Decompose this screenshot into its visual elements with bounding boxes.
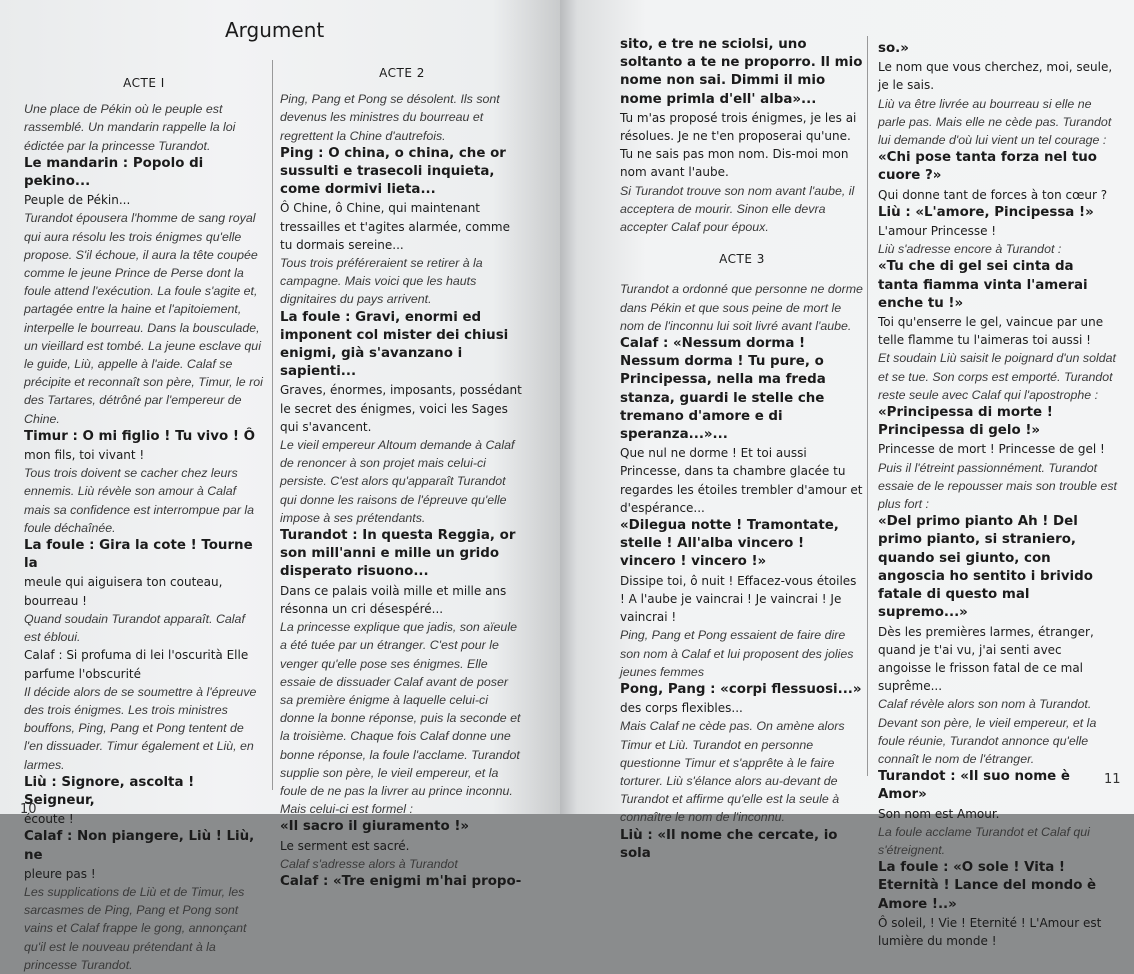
- column-divider: [272, 60, 273, 790]
- page-number-left: 10: [20, 802, 37, 817]
- dialogue-line: La foule : Gira la cote ! Tourne la: [24, 538, 253, 572]
- dialogue-line: Timur : O mi figlio ! Tu vivo ! Ô: [24, 428, 255, 444]
- dialogue-line: «Dilegua notte ! Tramontate, stelle ! All'alba vincero ! vincero ! vincero !»: [620, 518, 839, 570]
- dialogue-line: «Principessa di morte ! Principessa di gelo !»: [878, 405, 1053, 439]
- narration-paragraph: Le vieil empereur Altoum demande à Calaf de renoncer à son projet mais celui-ci persiste. C'est alors qu'apparaît Turandot qui donne les raisons de l'épreuve qu'elle impose à ses prétendants.: [280, 438, 515, 525]
- left-page: [0, 0, 560, 972]
- col1-body: [24, 100, 264, 974]
- translation-text: mon fils, toi vivant !: [24, 448, 145, 463]
- narration-paragraph: Ping, Pang et Pong se désolent. Ils sont devenus les ministres du bourreau et regrettent la Chine d'autrefois.: [280, 92, 500, 143]
- narration-paragraph: Les supplications de Liù et de Timur, les sarcasmes de Ping, Pang et Pong sont vains et Calaf frappe le gong, annonçant qu'il est le nouveau prétendant à la princesse Turandot.: [24, 884, 247, 972]
- narration-paragraph: Calaf s'adresse alors à Turandot: [280, 856, 458, 871]
- narration-paragraph: Et soudain Liù saisit le poignard d'un soldat et se tue. Son corps est emporté. Turandot reste seule avec Calaf qui l'apostrophe :: [878, 351, 1116, 402]
- translation-text: écoute !: [24, 812, 74, 827]
- narration-paragraph: Puis il l'étreint passionnément. Turandot essaie de le repousser mais son trouble est plus fort :: [878, 460, 1117, 512]
- act-heading: ACTE 2: [379, 66, 425, 80]
- col3b-body: [620, 280, 864, 863]
- dialogue-line: Liù : «Il nome che cercate, io sola: [620, 827, 838, 861]
- translation-text: Que nul ne dorme ! Et toi aussi Princesse, dans ta chambre glacée tu regardes les étoiles trembler d'amour et d'espérance...: [620, 446, 863, 515]
- dialogue-line: sito, e tre ne sciolsi, uno soltanto a te ne proporro. Il mio nome non sai. Dimmi il mio nome primla d'ell' alba»...: [620, 37, 863, 107]
- narration-paragraph: Ping, Pang et Pong essaient de faire dire son nom à Calaf et lui proposent des jolies jeunes femmes: [620, 628, 854, 679]
- dialogue-line: Liù : Signore, ascolta ! Seigneur,: [24, 774, 195, 808]
- dialogue-line: so.»: [878, 41, 909, 56]
- dialogue-line: Turandot : In questa Reggia, or son mill'anni e mille un grido disperato risuono...: [280, 528, 516, 580]
- narration-paragraph: Liù s'adresse encore à Turandot :: [878, 242, 1062, 257]
- narration-paragraph: Turandot a ordonné que personne ne dorme dans Pékin et que sous peine de mort le nom de l'inconnu lui soit livré avant l'aube.: [620, 282, 863, 333]
- column-divider: [867, 36, 868, 776]
- translation-text: Dès les premières larmes, étranger, quand je t'ai vu, j'ai senti avec angoisse le frisson fatal de ce mal suprême...: [878, 624, 1094, 694]
- dialogue-line: Liù : «L'amore, Pincipessa !»: [878, 204, 1094, 220]
- translation-text: Toi qu'enserre le gel, vaincue par une telle flamme tu l'aimeras toi aussi !: [878, 315, 1104, 348]
- column-3: [620, 36, 864, 863]
- translation-text: Peuple de Pékin...: [24, 193, 131, 208]
- page-title: Argument: [225, 18, 325, 42]
- narration-paragraph: La foule acclame Turandot et Calaf qui s'étreignent.: [878, 824, 1090, 857]
- translation-text: Qui donne tant de forces à ton cœur ?: [878, 187, 1108, 202]
- narration-paragraph: Il décide alors de se soumettre à l'épreuve des trois énigmes. Les trois ministres bouffons, Ping, Pang et Pong tentent de l'en dissuader. Timur également et Liù, en larmes.: [24, 684, 257, 772]
- narration-paragraph: Si Turandot trouve son nom avant l'aube, il acceptera de mourir. Sinon elle devra accepter Calaf pour époux.: [620, 183, 855, 235]
- translation-text: pleure pas !: [24, 866, 96, 881]
- translation-text: Princesse de mort ! Princesse de gel !: [878, 442, 1105, 457]
- column-1: [24, 68, 264, 974]
- dialogue-line: «Del primo pianto Ah ! Del primo pianto, si straniero, quando sei giunto, con angoscia ho sentito i brivido fatale di questo mal supremo...»: [878, 514, 1093, 621]
- column-4: [878, 40, 1118, 950]
- translation-text: Ô soleil, ! Vie ! Eternité ! L'Amour est lumière du monde !: [878, 915, 1102, 948]
- translation-text: L'amour Princesse !: [878, 224, 997, 239]
- dialogue-line: «Il sacro il giuramento !»: [280, 819, 470, 835]
- dialogue-line: Le mandarin : Popolo di pekino...: [24, 155, 204, 190]
- dialogue-line: La foule : Gravi, enormi ed imponent col mister dei chiusi enigmi, già s'avanzano i sapienti...: [280, 309, 509, 380]
- translation-text: Dissipe toi, ô nuit ! Effacez-vous étoiles ! A l'aube je vaincrai ! Je vaincrai ! Je vaincrai !: [620, 573, 857, 625]
- narration-paragraph: Tous trois doivent se cacher chez leurs ennemis. Liù révèle son amour à Calaf mais sa confidence est interrompue par la foule déchaînée.: [24, 466, 255, 535]
- act-heading: ACTE I: [123, 76, 165, 90]
- dialogue-line: Turandot : «Il suo nome è Amor»: [878, 769, 1070, 803]
- translation-text: Le nom que vous cherchez, moi, seule, je le sais.: [878, 60, 1113, 93]
- col2-body: [280, 90, 524, 891]
- narration-paragraph: Quand soudain Turandot apparaît. Calaf est ébloui.: [24, 611, 245, 645]
- column-2: [280, 58, 524, 891]
- col4-body: [878, 40, 1118, 950]
- translation-text: Son nom est Amour.: [878, 806, 1000, 821]
- right-page: [560, 0, 1134, 948]
- dialogue-line: Calaf : «Nessum dorma ! Nessum dorma ! Tu pure, o Principessa, nella ma freda stanza, guardi le stelle che tremano d'amore e di speranza...»...: [620, 336, 826, 443]
- dialogue-line: Calaf : Non piangere, Liù ! Liù, ne: [24, 829, 255, 863]
- narration-paragraph: La princesse explique que jadis, son aïeule a été tuée par un étranger. C'est pour le venger qu'elle pose ses énigmes. Elle essaie de dissuader Calaf avant de poser sa première énigme à laquelle celui-ci donne la bonne réponse, puis la seconde et la troisième. Chaque fois Calaf donne une bonne réponse, la foule l'acclame. Turandot supplie son père, le vieil empereur, et la foule de ne pas la livrer au prince inconnu. Mais celui-ci est formel :: [280, 620, 521, 817]
- translation-text: Ô Chine, ô Chine, qui maintenant tressailles et t'agites alarmée, comme tu dormais sereine...: [280, 201, 510, 252]
- translation-text: meule qui aiguisera ton couteau, bourreau !: [24, 575, 223, 608]
- dialogue-line: «Chi pose tanta forza nel tuo cuore ?»: [878, 150, 1097, 184]
- translation-text: Calaf : Si profuma di lei l'oscurità Elle parfume l'obscurité: [24, 648, 249, 681]
- col3a-body: [620, 36, 864, 236]
- dialogue-line: «Tu che di gel sei cinta da tanta fiamma vinta l'amerai enche tu !»: [878, 259, 1088, 311]
- narration-paragraph: Calaf révèle alors son nom à Turandot. Devant son père, le vieil empereur, et la foule réunie, Turandot annonce qu'elle connaît le nom de l'étranger.: [878, 697, 1097, 766]
- dialogue-line: Ping : O china, o china, che or sussulti e trasecoli inquieta, come dormivi lieta...: [280, 145, 506, 198]
- dialogue-line: Pong, Pang : «corpi flessuosi...»: [620, 681, 862, 697]
- translation-text: des corps flexibles...: [620, 701, 743, 716]
- translation-text: Tu m'as proposé trois énigmes, je les ai résolues. Je ne t'en proposerai qu'une. Tu ne sais pas mon nom. Dis-moi mon nom avant l'aube.: [620, 110, 857, 180]
- narration-paragraph: Liù va être livrée au bourreau si elle ne parle pas. Mais elle ne cède pas. Turandot lui demande d'où lui vient un tel courage :: [878, 96, 1112, 148]
- translation-text: Dans ce palais voilà mille et mille ans résonna un cri désespéré...: [280, 583, 507, 616]
- page-number-right: 11: [1104, 772, 1121, 787]
- narration-paragraph: Mais Calaf ne cède pas. On amène alors Timur et Liù. Turandot en personne questionne Timur et s'apprête à le faire torturer. Liù s'élance alors au-devant de Turandot et affirme qu'elle est la seule à connaître le nom de l'inconnu.: [620, 719, 845, 825]
- dialogue-line: La foule : «O sole ! Vita ! Eternità ! Lance del mondo è Amore !..»: [878, 860, 1097, 912]
- narration-paragraph: Tous trois préféreraient se retirer à la campagne. Mais voici que les hauts dignitaires du pays arrivent.: [280, 256, 483, 307]
- dialogue-line: Calaf : «Tre enigmi m'hai propo-: [280, 873, 522, 889]
- translation-text: Graves, énormes, imposants, possédant le secret des énigmes, voici les Sages qui s'avancent.: [280, 383, 522, 434]
- narration-paragraph: Une place de Pékin où le peuple est rassemblé. Un mandarin rappelle la loi édictée par la princesse Turandot.: [24, 102, 236, 153]
- translation-text: Le serment est sacré.: [280, 838, 410, 853]
- narration-paragraph: Turandot épousera l'homme de sang royal qui aura résolu les trois énigmes qu'elle propose. S'il échoue, il aura la tête coupée comme le jeune Prince de Perse dont la foule attend l'exécution. La foule s'agite et, partagée entre la haine et l'apitoiement, interpelle le bourreau. Dans la bousculade, un vieillard est tombé. La jeune esclave qui le guide, Liù, appelle à l'aide. Calaf se précipite et reconnaît son père, Timur, le roi des Tartares, détrôné par l'empereur de Chine.: [24, 211, 263, 426]
- act-heading: ACTE 3: [719, 252, 765, 267]
